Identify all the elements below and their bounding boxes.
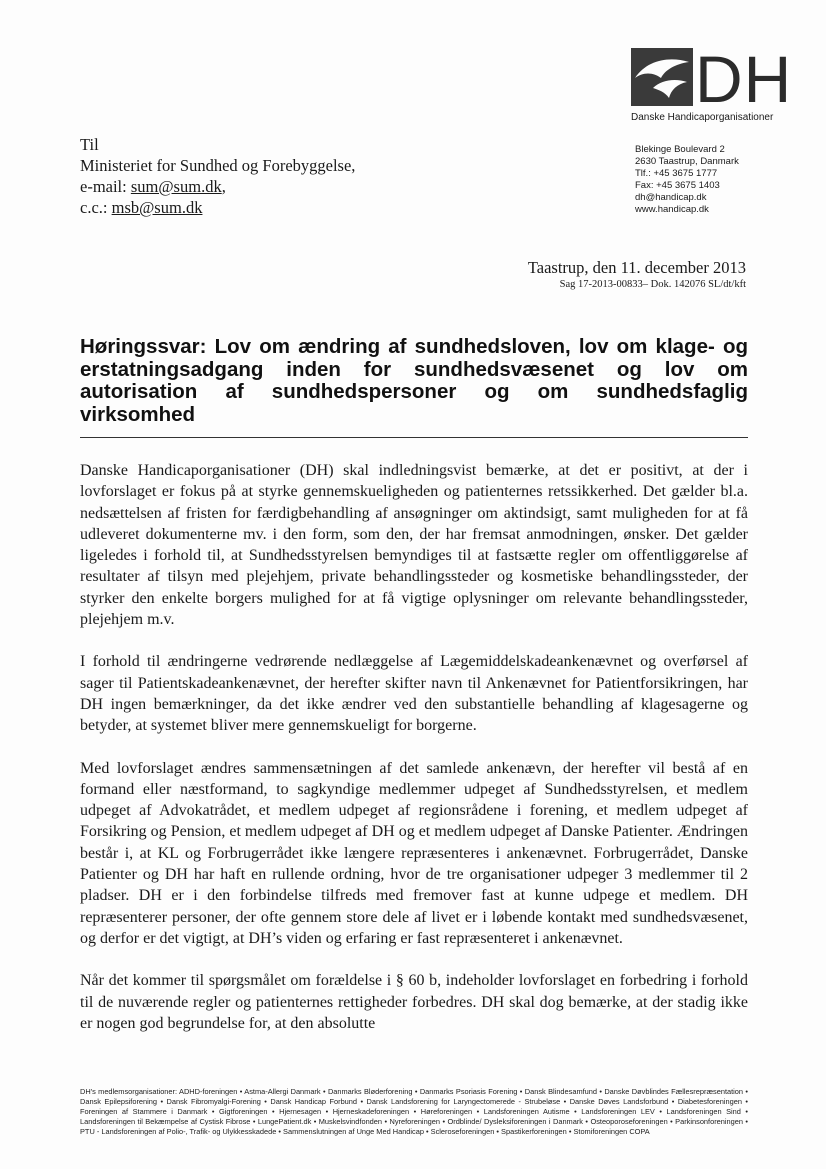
email-suffix: , (221, 177, 226, 196)
bird-emblem-icon (631, 48, 693, 106)
body-paragraph: Med lovforslaget ændres sammensætningen af det samlede ankenævn, der herefter vil bestå af en formand eller næstformand, to sagkyndige medlemmer udpeget af Sundhedsstyrelsen, et medlem udpeget af Advokatrådet, et medlem udpeget af regionsrådene i forening, et medlem udpeget af Forsikring og Pension, et medlem udpeget af DH og et medlem udpeget af Danske Patienter. Ændringen består i, at KL og Forbrugerrådet ikke længere repræsenteres i ankenævnet. Forbrugerrådet, Danske Patienter og DH har haft en rullende ordning, hvor de tre organisationer udpeger 3 medlemmer til 2 pladser. DH er i den forbindelse tilfreds med fremover fast at kunne udpege et medlem. DH repræsenterer personer, der ofte gennem store dele af livet er i løbende kontakt med sundhedsvæsenet, og derfor er det vigtigt, at DH’s viden og erfaring er fast repræsenteret i ankenævnet. (80, 759, 748, 947)
letter-heading: Høringssvar: Lov om ændring af sundhedsloven, lov om klage- og erstatningsadgang inden for sundhedsvæsenet og lov om autorisation af sundhedspersoner og om sundhedsfaglig virksomhed (80, 335, 748, 426)
contact-block (635, 144, 739, 216)
logo-org-name: Danske Handicaporganisationer (631, 112, 774, 123)
contact-city: 2630 Taastrup, Danmark (635, 156, 739, 167)
contact-fax: Fax: +45 3675 1403 (635, 180, 720, 191)
email-label: e-mail: (80, 177, 127, 196)
heading-rule (80, 437, 748, 438)
contact-phone: Tlf.: +45 3675 1777 (635, 168, 718, 179)
logo-letters: DH (695, 42, 793, 116)
cc-label: c.c.: (80, 198, 108, 217)
letter-body (80, 460, 748, 1055)
dh-logo (631, 42, 801, 123)
recipient-ministry: Ministeriet for Sundhed og Forebyggelse, (80, 156, 356, 175)
recipient-block (80, 134, 355, 218)
recipient-cc-line (80, 197, 355, 218)
contact-website: www.handicap.dk (635, 204, 709, 215)
cc-link[interactable]: msb@sum.dk (111, 198, 203, 217)
dateline (528, 258, 746, 292)
member-organisations-footer: DH's medlemsorganisationer: ADHD-foreningen • Astma-Allergi Danmark • Danmarks Bløderforening • Danmarks Psoriasis Forening • Dansk Blindesamfund • Danske Døvblindes Fællesrepræsentation • Dansk Epilepsiforening • Dansk Fibromyalgi-Forening • Dansk Handicap Forbund • Dansk Landsforening for Laryngectomerede - Strubeløse • Danske Døves Landsforbund • Diabetesforeningen • Foreningen af Stammere i Danmark • Gigtforeningen • Hjernesagen • Hjerneskadeforeningen • Høreforeningen • Landsforeningen Autisme • Landsforeningen LEV • Landsforeningen Sind • Landsforeningen til Bekæmpelse af Cystisk Fibrose • LungePatient.dk • Muskelsvindfonden • Nyreforeningen • Ordblinde/ Dysleksiforeningen i Danmark • Osteoporoseforeningen • Parkinsonforeningen • PTU - Landsforeningen af Polio-, Trafik- og Ulykkesskadede • Sammenslutningen af Unge Med Handicap • Scleroseforeningen • Spastikerforeningen • Stomiforeningen COPA (80, 1087, 748, 1136)
body-paragraph: Danske Handicaporganisationer (DH) skal indledningsvist bemærke, at det er positivt, at der i lovforslaget er fokus på at styrke gennemskueligheden og patienternes retssikkerhed. Det gælder bl.a. nedsættelsen af fristen for færdigbehandling af ansøgninger om aktindsigt, samt muligheden for at få udleveret dokumenterne mv. i den form, som den, der har fremsat anmodningen, ønsker. Det gælder ligeledes i forhold til, at Sundhedsstyrelsen bemyndiges til at fastsætte regler om offentliggørelse af resultater af tilsyn med plejehjem, private behandlingssteder og kosmetiske behandlingssteder, der styrker den enkelte borgers mulighed for at få vigtige oplysninger om relevante behandlingssteder, plejehjem m.v. (80, 462, 748, 629)
contact-address: Blekinge Boulevard 2 (635, 144, 725, 155)
case-reference: Sag 17-2013-00833– Dok. 142076 SL/dt/kft (559, 279, 746, 290)
email-link[interactable]: sum@sum.dk (130, 177, 222, 196)
recipient-email-line (80, 176, 355, 197)
letter-date: Taastrup, den 11. december 2013 (527, 258, 746, 277)
body-paragraph: Når det kommer til spørgsmålet om forældelse i § 60 b, indeholder lovforslaget en forbedring i forhold til de nuværende regler og patienternes rettigheder forbedres. DH skal dog bemærke, at der stadig ikke er nogen god begrundelse for, at den absolutte (80, 972, 748, 1032)
recipient-to: Til (80, 135, 99, 154)
body-paragraph: I forhold til ændringerne vedrørende nedlæggelse af Lægemiddelskadeankenævnet og overførsel af sager til Patientskadeankenævnet, der herefter skifter navn til Ankenævnet for Patientforsikringen, har DH ingen bemærkninger, da det ikke ændrer ved den substantielle behandling af klagesagerne og betyder, at systemet bliver mere gennemskueligt for borgerne. (80, 653, 748, 735)
contact-email: dh@handicap.dk (635, 192, 707, 203)
